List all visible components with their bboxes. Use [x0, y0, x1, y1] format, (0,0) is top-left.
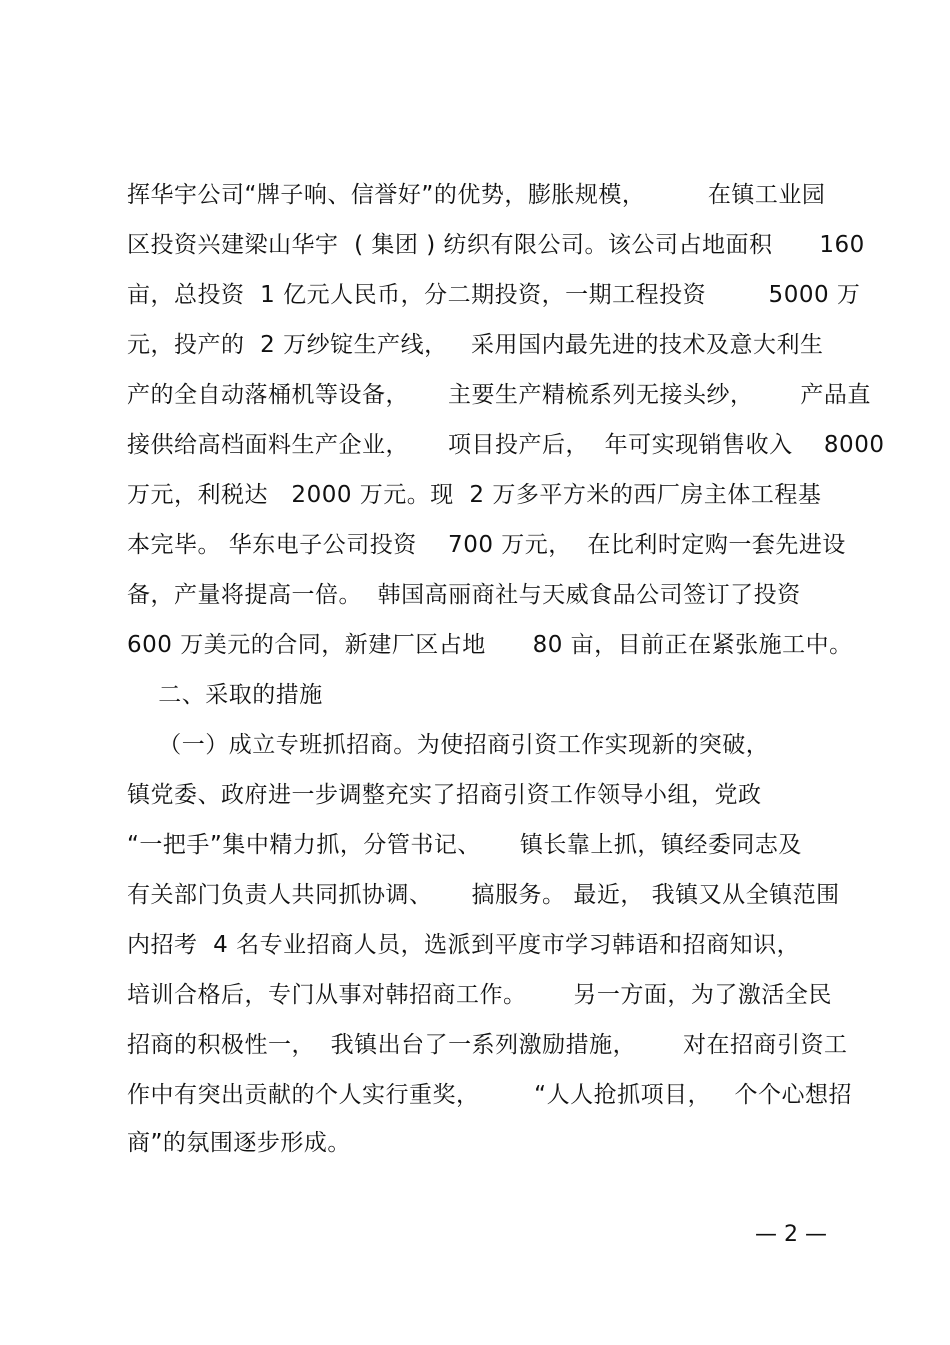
text-line: 招商的积极性一， 我镇出台了一系列激励措施， 对在招商引资工: [127, 1032, 848, 1058]
text-line: 元，投产的 2 万纱锭生产线， 采用国内最先进的技术及意大利生: [127, 332, 824, 358]
text-line: 镇党委、政府进一步调整充实了招商引资工作领导小组，党政: [127, 782, 762, 808]
text-line: 内招考 4 名专业招商人员，选派到平度市学习韩语和招商知识，: [127, 932, 801, 958]
text-line: 亩，总投资 1 亿元人民币，分二期投资，一期工程投资 5000 万: [127, 282, 861, 308]
text-line: 区投资兴建梁山华宇 ( 集团 ) 纺织有限公司。该公司占地面积 160: [127, 232, 865, 258]
text-line: 产的全自动落桶机等设备， 主要生产精梳系列无接头纱， 产品直: [127, 382, 871, 408]
text-line: 本完毕。 华东电子公司投资 700 万元， 在比利时定购一套先进设: [127, 532, 846, 558]
text-line: 有关部门负责人共同抓协调、 搞服务。 最近， 我镇又从全镇范围: [127, 882, 840, 908]
text-line: 接供给高档面料生产企业， 项目投产后， 年可实现销售收入 8000: [127, 432, 885, 458]
section-heading: 二、采取的措施: [127, 682, 323, 708]
subsection-heading-line: （一）成立专班抓招商。为使招商引资工作实现新的突破，: [127, 732, 770, 758]
text-line: 万元，利税达 2000 万元。现 2 万多平方米的西厂房主体工程基: [127, 482, 822, 508]
text-line: “一把手”集中精力抓，分管书记、 镇长靠上抓，镇经委同志及: [127, 832, 802, 858]
text-line: 商”的氛围逐步形成。: [127, 1130, 351, 1156]
text-line: 作中有突出贡献的个人实行重奖， “人人抢抓项目， 个个心想招: [127, 1082, 853, 1108]
text-line: 挥华宇公司“牌子响、信誉好”的优势，膨胀规模， 在镇工业园: [127, 182, 826, 208]
text-line: 备，产量将提高一倍。 韩国高丽商社与天威食品公司签订了投资: [127, 582, 801, 608]
text-line: 培训合格后，专门从事对韩招商工作。 另一方面，为了激活全民: [127, 982, 832, 1008]
page-number: — 2 —: [755, 1222, 827, 1247]
text-line: 600 万美元的合同，新建厂区占地 80 亩，目前正在紧张施工中。: [127, 632, 853, 658]
